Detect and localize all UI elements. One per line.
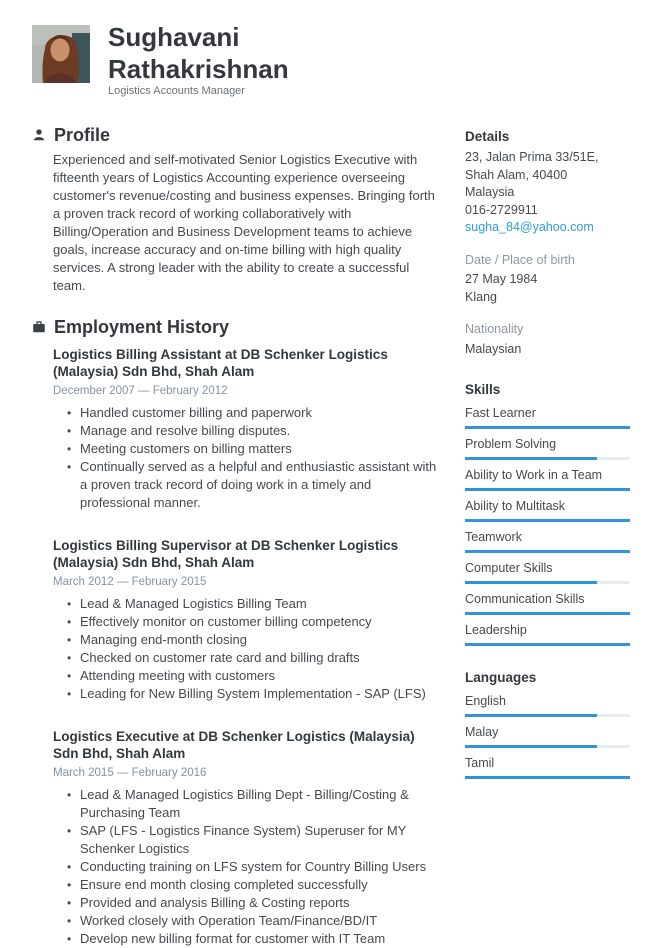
job-title: Logistics Executive at DB Schenker Logistics (Malaysia) Sdn Bhd, Shah Alam — [53, 729, 415, 761]
language-label: English — [465, 694, 506, 708]
language-bar-fill — [465, 776, 630, 779]
skill-label: Computer Skills — [465, 561, 553, 575]
skill-bar — [465, 643, 630, 646]
profile-section-heading — [32, 124, 438, 146]
language-label: Malay — [465, 725, 499, 739]
job-bullet: • Handled customer billing and paperwork — [71, 404, 438, 422]
job-bullet: • Checked on customer rate card and billing drafts — [71, 649, 438, 667]
job-bullet: • Managing end-month closing — [71, 631, 438, 649]
nationality-heading: Nationality — [465, 322, 524, 336]
language-bar-fill — [465, 714, 597, 717]
job-bullet-list — [53, 595, 438, 703]
employment-job-2 — [53, 537, 438, 703]
address-line: 23, Jalan Prima 33/51E, — [465, 150, 599, 164]
skill-bar-fill — [465, 581, 597, 584]
language-bar — [465, 745, 630, 748]
languages-heading: Languages — [465, 670, 537, 685]
skill-row — [465, 437, 630, 460]
language-row — [465, 756, 630, 779]
address-line: Malaysia — [465, 185, 515, 199]
job-bullet: • Effectively monitor on customer billing competency — [71, 613, 438, 631]
job-bullet: • Continually served as a helpful and enthusiastic assistant with a proven track record of doing work in a timely and professional manner. — [71, 458, 438, 512]
email-row — [465, 219, 630, 237]
skill-row — [465, 499, 630, 522]
language-bar — [465, 776, 630, 779]
birth-place: Klang — [465, 289, 497, 304]
skill-label: Fast Learner — [465, 406, 536, 420]
skill-bar-fill — [465, 488, 630, 491]
skill-bar — [465, 488, 630, 491]
skill-label: Problem Solving — [465, 437, 557, 451]
skill-bar — [465, 612, 630, 615]
employment-section — [32, 316, 438, 948]
job-dates: March 2012 — February 2015 — [53, 576, 207, 588]
sidebar-column — [465, 128, 630, 779]
skill-bar-fill — [465, 457, 597, 460]
skill-bar-fill — [465, 612, 630, 615]
job-title: Logistics Billing Assistant at DB Schenker Logistics (Malaysia) Sdn Bhd, Shah Alam — [53, 347, 388, 379]
job-bullet: • Attending meeting with customers — [71, 667, 438, 685]
skill-bar — [465, 457, 630, 460]
phone-number: 016-2729911 — [465, 202, 538, 217]
skill-label: Leadership — [465, 623, 527, 637]
job-bullet: • Lead & Managed Logistics Billing Dept - Billing/Costing & Purchasing Team — [71, 786, 438, 822]
skill-row — [465, 561, 630, 584]
briefcase-icon — [32, 320, 46, 334]
profile-photo — [32, 25, 90, 83]
job-bullet-list — [53, 404, 438, 512]
candidate-name: Sughavani Rathakrishnan — [108, 22, 289, 84]
language-label: Tamil — [465, 756, 495, 770]
skill-label: Teamwork — [465, 530, 522, 544]
language-row — [465, 725, 630, 748]
skill-bar-fill — [465, 643, 630, 646]
skills-heading: Skills — [465, 382, 501, 397]
birth-date: 27 May 1984 — [465, 272, 538, 286]
skill-bar — [465, 581, 630, 584]
skill-row — [465, 468, 630, 491]
job-bullet: • SAP (LFS - Logistics Finance System) Superuser for MY Schenker Logistics — [71, 822, 438, 858]
employment-job-1 — [53, 346, 438, 512]
language-row — [465, 694, 630, 717]
job-bullet: • Meeting customers on billing matters — [71, 440, 438, 458]
profile-heading-label: Profile — [54, 125, 111, 145]
job-bullet: • Leading for New Billing System Implementation - SAP (LFS) — [71, 685, 438, 703]
skill-bar — [465, 550, 630, 553]
job-bullet: • Develop new billing format for customer with IT Team — [71, 930, 438, 948]
nationality-value: Malaysian — [465, 341, 522, 356]
address-line: Shah Alam, 40400 — [465, 167, 568, 182]
email-link[interactable]: sugha_84@yahoo.com — [465, 220, 594, 234]
skill-row — [465, 592, 630, 615]
person-icon — [32, 128, 46, 142]
employment-heading-label: Employment History — [54, 317, 230, 337]
skill-row — [465, 406, 630, 429]
job-bullet: • Conducting training on LFS system for Country Billing Users — [71, 858, 438, 876]
job-bullet: • Worked closely with Operation Team/Finance/BD/IT — [71, 912, 438, 930]
skill-row — [465, 530, 630, 553]
employment-section-heading — [32, 316, 438, 338]
main-column — [32, 124, 438, 948]
skill-bar-fill — [465, 426, 630, 429]
portrait-illustration — [32, 25, 90, 83]
job-title: Logistics Billing Supervisor at DB Schenker Logistics (Malaysia) Sdn Bhd, Shah Alam — [53, 538, 399, 570]
job-bullet: • Provided and analysis Billing & Costing reports — [71, 894, 438, 912]
job-bullet: • Manage and resolve billing disputes. — [71, 422, 438, 440]
job-dates: March 2015 — February 2016 — [53, 767, 207, 779]
job-bullet: • Ensure end month closing completed successfully — [71, 876, 438, 894]
skill-label: Ability to Multitask — [465, 499, 566, 513]
skill-row — [465, 623, 630, 646]
employment-job-3 — [53, 728, 438, 948]
profile-summary: Experienced and self-motivated Senior Logistics Executive with fifteenth years of Logistics Accounting experience overseeing customer's revenue/costing and business expenses. Bringing forth a proven track record of working collaboratively with Billing/Operation and Business Development teams to achieve goals, increase accuracy and on-time billing with high quality services. A strong leader with the ability to create a successful team. — [53, 152, 435, 293]
language-bar — [465, 714, 630, 717]
skill-label: Communication Skills — [465, 592, 585, 606]
job-dates: December 2007 — February 2012 — [53, 385, 228, 397]
job-bullet: • Lead & Managed Logistics Billing Team — [71, 595, 438, 613]
skill-bar-fill — [465, 550, 630, 553]
skill-bar — [465, 426, 630, 429]
language-bar-fill — [465, 745, 597, 748]
birth-heading: Date / Place of birth — [465, 252, 575, 267]
candidate-job-title: Logistics Accounts Manager — [108, 85, 245, 97]
skill-bar-fill — [465, 519, 630, 522]
skill-bar — [465, 519, 630, 522]
job-bullet-list — [53, 786, 438, 948]
skill-label: Ability to Work in a Team — [465, 468, 603, 482]
details-heading: Details — [465, 129, 510, 144]
